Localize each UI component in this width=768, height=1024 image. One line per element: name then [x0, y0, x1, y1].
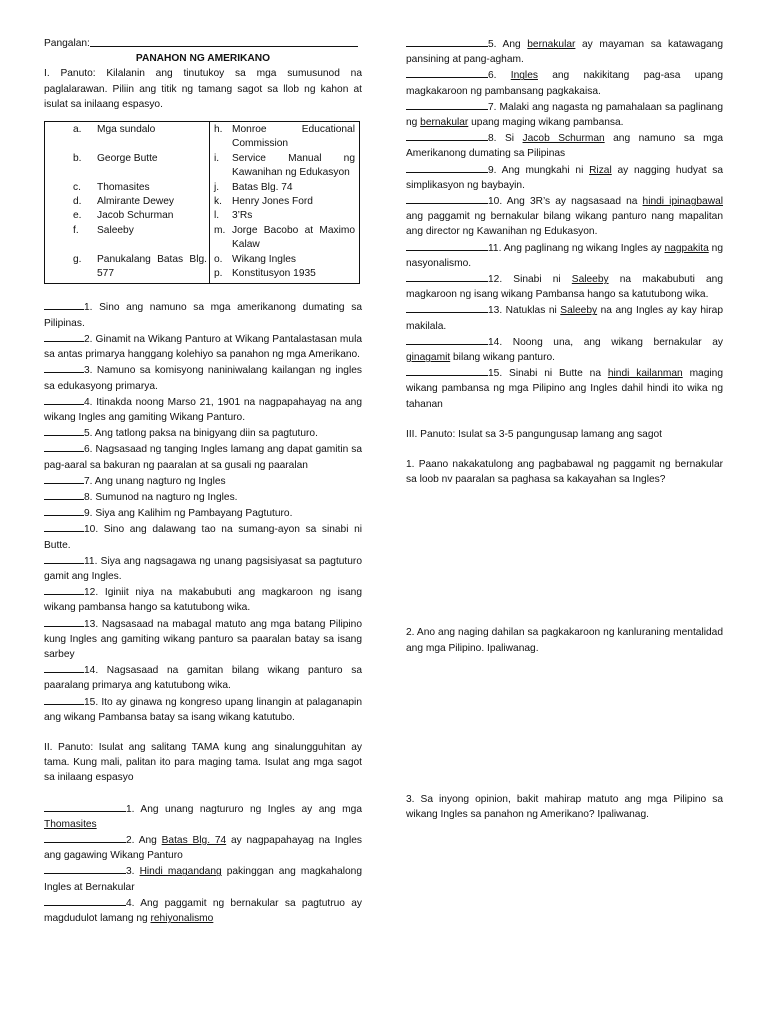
part1-item: 1. Sino ang namuno sa mga amerikanong dumating sa Pilipinas. [44, 299, 362, 330]
choice-item: h. Monroe Educational Commission [214, 124, 355, 150]
answer-blank[interactable] [44, 489, 84, 500]
name-field[interactable] [44, 36, 362, 51]
answer-blank[interactable] [406, 302, 488, 313]
right-column [406, 36, 723, 822]
answer-blank[interactable] [44, 895, 126, 906]
choice-item: k. Henry Jones Ford [214, 196, 313, 208]
answer-blank[interactable] [44, 299, 84, 310]
part2-item: 2. Ang Batas Blg. 74 ay nagpapahayag na Ingles ang gagawing Wikang Panturo [44, 832, 362, 863]
answer-blank[interactable] [44, 662, 84, 673]
part1-item: 7. Ang unang nagturo ng Ingles [44, 473, 362, 489]
part2-item: 6. Ingles ang nakikitang pag-asa upang magkakaroon ng pambansang pagkakaisa. [406, 67, 723, 98]
answer-blank[interactable] [44, 394, 84, 405]
answer-blank[interactable] [406, 130, 488, 141]
answer-blank[interactable] [44, 441, 84, 452]
answer-blank[interactable] [44, 832, 126, 843]
answer-blank[interactable] [406, 67, 488, 78]
part1-item: 10. Sino ang dalawang tao na sumang-ayon sa sinabi ni Butte. [44, 521, 362, 552]
choice-item: g. Panukalang Batas Blg. 577 [73, 253, 207, 280]
part2-item: 12. Sinabi ni Saleeby na makabubuti ang magkaroon ng isang wikang Pambansa hango sa katutubong wika. [406, 271, 723, 302]
answer-blank[interactable] [406, 99, 488, 110]
page-title: PANAHON NG AMERIKANO [135, 53, 271, 65]
part2-item: 3. Hindi magandang pakinggan ang magkahalong Ingles at Bernakular [44, 863, 362, 894]
choice-item: o. Wikang Ingles [214, 253, 296, 265]
choice-item: m. Jorge Bacobo at Maximo Kalaw [214, 224, 355, 251]
part1-item: 2. Ginamit na Wikang Panturo at Wikang Pantalastasan mula sa antas primarya hanggang kolehiyo sa panahon ng mga Amerikano. [44, 331, 362, 362]
part2-item: 9. Ang mungkahi ni Rizal ay nagging hudyat sa simplikasyon ng baybayin. [406, 162, 723, 193]
choice-item: d. Almirante Dewey [73, 196, 174, 208]
part2-item: 1. Ang unang nagtururo ng Ingles ay ang mga Thomasites [44, 801, 362, 832]
name-blank[interactable] [90, 36, 358, 47]
answer-blank[interactable] [44, 584, 84, 595]
choices-box [44, 121, 360, 284]
choice-item: a. Mga sundalo [73, 124, 156, 136]
part3-question: 2. Ano ang naging dahilan sa pagkakaroon ng kanluraning mentalidad ang mga Pilipino. Ipaliwanag. [406, 627, 723, 654]
choice-item: p. Konstitusyon 1935 [214, 268, 316, 280]
answer-blank[interactable] [406, 365, 488, 376]
choice-item: c. Thomasites [73, 181, 150, 193]
choices-left [45, 122, 210, 284]
part1-item: 14. Nagsasaad na gamitan bilang wikang panturo sa paaralang primarya ang katutubong wika. [44, 662, 362, 693]
answer-blank[interactable] [44, 521, 84, 532]
choice-item: e. Jacob Schurman [73, 210, 174, 222]
part2-item: 15. Sinabi ni Butte na hindi kailanman maging wikang pambansa ng mga Pilipino ang Ingles dahil hindi ito wika ng tahanan [406, 365, 723, 412]
part2-item: 8. Si Jacob Schurman ang namuno sa mga Amerikanong dumating sa Pilipinas [406, 130, 723, 161]
answer-blank[interactable] [44, 473, 84, 484]
answer-blank[interactable] [406, 240, 488, 251]
part1-instruction: I. Panuto: Kilalanin ang tinutukoy sa mga sumusunod na paglalarawan. Piliin ang titik ng tamang sagot sa llob ng kahon at isulat sa inilaang espasyo. [44, 68, 362, 110]
part1-item: 9. Siya ang Kalihim ng Pambayang Pagtuturo. [44, 505, 362, 521]
part2-item: 10. Ang 3R’s ay nagsasaad na hindi ipinagbawal ang paggamit ng bernakular bilang wikang panturo nang mapalitan ang director ng Kawanihan ng Edukasyon. [406, 193, 723, 240]
part1-item: 4. Itinakda noong Marso 21, 1901 na nagpapahayag na ang wikang Ingles ang gamiting Wikang Panturo. [44, 394, 362, 425]
choice-item: l. 3’Rs [214, 210, 253, 222]
answer-space[interactable] [406, 656, 723, 792]
answer-blank[interactable] [44, 863, 126, 874]
answer-blank[interactable] [44, 616, 84, 627]
part2-item: 4. Ang paggamit ng bernakular sa pagtutruo ay magdudulot lamang ng rehiyonalismo [44, 895, 362, 926]
part1-item: 15. Ito ay ginawa ng kongreso upang linangin at palaganapin ang wikang Pambansa batay sa isang wikang katutubo. [44, 694, 362, 725]
answer-blank[interactable] [44, 801, 126, 812]
answer-space[interactable] [406, 487, 723, 625]
answer-blank[interactable] [44, 505, 84, 516]
part1-item: 8. Sumunod na nagturo ng Ingles. [44, 489, 362, 505]
part3-question: 1. Paano nakakatulong ang pagbabawal ng paggamit ng bernakular sa loob nv paaralan sa paghasa sa kakayahan sa Ingles? [406, 459, 723, 486]
part2-item: 14. Noong una, ang wikang bernakular ay ginagamit bilang wikang panturo. [406, 334, 723, 365]
answer-blank[interactable] [406, 271, 488, 282]
answer-blank[interactable] [406, 193, 488, 204]
part3-question: 3. Sa inyong opinion, bakit mahirap matuto ang mga Pilipino sa wikang Ingles sa panahon ng Amerikano? Ipaliwanag. [406, 793, 723, 821]
choices-right [210, 122, 360, 284]
part1-item: 6. Nagsasaad ng tanging Ingles lamang ang dapat gamitin sa pag-aaral sa bakuran ng paaralan at sa gusali ng paaralan [44, 441, 362, 472]
part2-item: 7. Malaki ang nagasta ng pamahalaan sa paglinang ng bernakular upang maging wikang pambansa. [406, 99, 723, 130]
name-label: Pangalan: [44, 38, 90, 49]
choice-item: i. Service Manual ng Kawanihan ng Edukasyon [214, 152, 355, 179]
part1-item: 3. Namuno sa komisyong naniniwalang kailangan ng ingles sa edukasyong primarya. [44, 362, 362, 393]
part1-item: 11. Siya ang nagsagawa ng unang pagsisiyasat sa pagtuturo gamit ang Ingles. [44, 553, 362, 584]
choice-item: b. George Butte [73, 152, 158, 164]
answer-blank[interactable] [406, 334, 488, 345]
part2-item: 11. Ang paglinang ng wikang Ingles ay nagpakita ng nasyonalismo. [406, 240, 723, 271]
answer-blank[interactable] [44, 331, 84, 342]
answer-blank[interactable] [406, 36, 488, 47]
part1-item: 13. Nagsasaad na mabagal matuto ang mga batang Pilipino kung Ingles ang gamiting wikang panturo sa paaralan batay sa isang sarbey [44, 616, 362, 663]
choice-item: j. Batas Blg. 74 [214, 181, 293, 193]
answer-blank[interactable] [406, 162, 488, 173]
part2-instruction: II. Panuto: Isulat ang salitang TAMA kung ang sinalungguhitan ay tama. Kung mali, palitan ito para maging tama. Isulat ang mga sagot sa inilaang espasyo [44, 741, 362, 784]
part1-item: 5. Ang tatlong paksa na binigyang diin sa pagtuturo. [44, 425, 362, 441]
answer-blank[interactable] [44, 694, 84, 705]
answer-blank[interactable] [44, 362, 84, 373]
part1-item: 12. Iginiit niya na makabubuti ang magkaroon ng isang wikang pambansa hango sa katutubong wika. [44, 584, 362, 615]
part2-item: 13. Natuklas ni Saleeby na ang Ingles ay kay hirap makilala. [406, 302, 723, 333]
answer-blank[interactable] [44, 553, 84, 564]
answer-blank[interactable] [44, 425, 84, 436]
part3-instruction: III. Panuto: Isulat sa 3-5 pangungusap lamang ang sagot [406, 428, 663, 440]
left-column [44, 36, 362, 926]
part2-item: 5. Ang bernakular ay mayaman sa katawagang pansining at pang-agham. [406, 36, 723, 67]
choice-item: f. Saleeby [73, 224, 134, 236]
